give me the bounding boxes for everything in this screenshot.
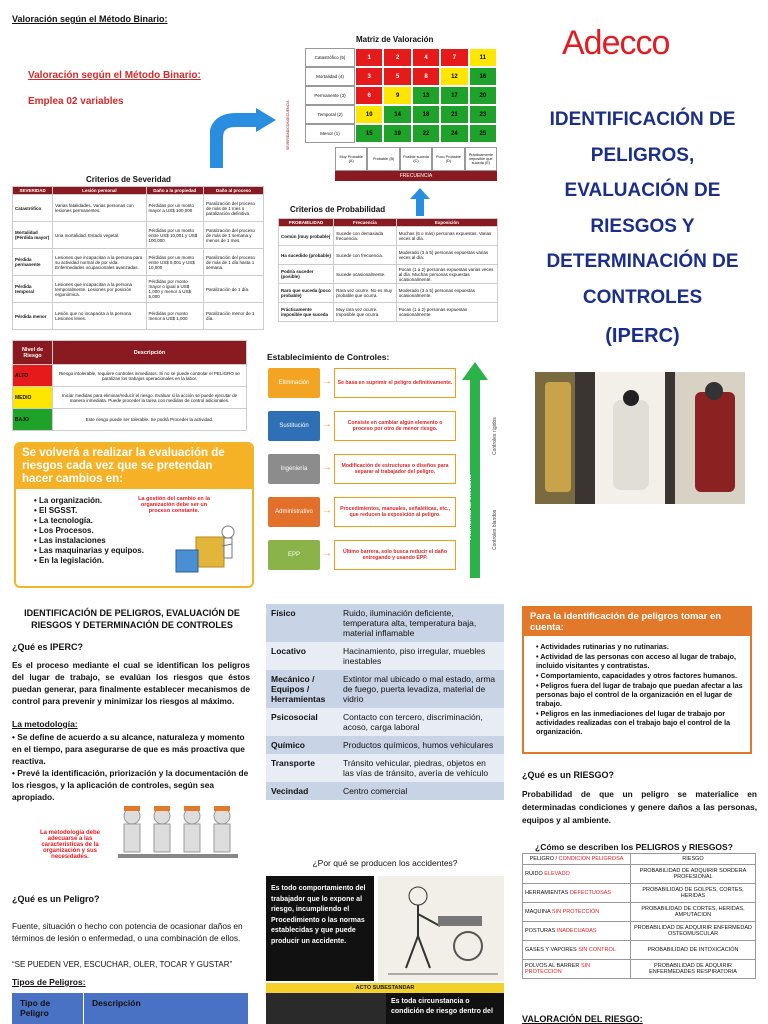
pr-peligro-name: RUIDO [525, 871, 545, 877]
nivel-riesgo-table [12, 340, 247, 431]
tipos-row [266, 754, 504, 782]
pr-row [523, 884, 756, 903]
pr-peligro [523, 960, 631, 979]
control-arrow: → [322, 376, 332, 387]
tipo-desc: Productos químicos, humos vehiculares [338, 736, 504, 754]
table-cell: Paralización menor de 1 día. [204, 303, 264, 330]
table-cell: Pérdidas por monto menor a US$ 1,000 [146, 303, 204, 330]
matrix-title: Matriz de Valoración [356, 35, 434, 44]
pr-peligro-name: MAQUINA [525, 909, 552, 915]
team-figures-icon [112, 802, 247, 874]
reeval-panel [14, 442, 254, 588]
matrix-cell: 16 [469, 67, 497, 86]
met-note: La metodología debe adecuarse a las características de la organización y sus necesidades. [39, 830, 100, 860]
table-cell: Paralización de 1 día. [204, 276, 264, 303]
control-label: EPP [268, 540, 320, 570]
table-cell: Mortalidad (Pérdida mayor) [13, 222, 53, 249]
table-cell: Raro que suceda (poco probable) [279, 284, 334, 303]
freq-label: Probable (B) [367, 147, 399, 171]
table-cell: Muy rara vez ocurre. Imposible que ocurra. [334, 303, 397, 322]
acto-label: ACTO SUBESTANDAR [266, 983, 504, 993]
tipos-header [12, 993, 248, 1024]
nivel-header: Nivel de Riesgo [13, 341, 53, 365]
table-cell: Paralización del proceso de más de 1 día hasta 1 semana. [204, 249, 264, 276]
reeval-item: • Las maquinarias y equipos. [34, 546, 144, 555]
main-title-line: PELIGROS, [590, 144, 695, 166]
nivel-row [13, 387, 247, 409]
nivel-desc: Este riesgo puede ser tolerable. Se podrá Proceder la actividad. [53, 409, 247, 431]
table-cell: Pérdidas por monto mayor o igual a US$ 1,000 y menor a US$ 5,000 [146, 276, 204, 303]
table-cell: Pérdidas por un monto entre US$ 10,001 y US$ 100,000 [146, 222, 204, 249]
matrix-row [305, 124, 497, 143]
matrix-cell: 10 [355, 105, 383, 124]
table-cell: Pérdida temporal [13, 276, 53, 303]
nivel-level: ALTO [13, 365, 53, 387]
matrix-cell: 24 [440, 124, 468, 143]
matrix-row [305, 86, 497, 105]
reeval-item: • Los Procesos. [34, 526, 94, 535]
severidad-table [12, 186, 264, 330]
up-arrow-icon [410, 188, 430, 216]
tipos-row [266, 782, 504, 800]
freq-label: Poco Probable (D) [432, 147, 464, 171]
table-cell: Pocas (1 a 2) personas expuestas ocasionalmente. [396, 303, 497, 322]
table-row [13, 195, 264, 222]
acto-text-box [266, 876, 374, 981]
pr-riesgo: PROBABILIDAD DE GOLPES, CORTES, HERIDAS [631, 884, 756, 903]
adecco-logo: Adecco [562, 24, 670, 62]
pr-riesgo: PROBABILIDAD DE INTOXICACIÓN [631, 941, 756, 960]
table-cell: Sucede con demasiada frecuencia. [334, 227, 397, 246]
control-arrow: → [322, 462, 332, 473]
cond-dark [266, 993, 386, 1024]
rigid-label: Controles rígidos [492, 417, 498, 455]
freq-title: FRECUENCIA [335, 171, 497, 181]
tipo-name: Locativo [266, 642, 338, 670]
met-list [12, 731, 250, 803]
tipo-name: Mecánico / Equipos / Herramientas [266, 670, 338, 708]
acto-text: Es todo comportamiento del trabajador que lo expone al riesgo, incumpliendo el Procedimiento o las normas establecidas y que puede producir un accidente. [271, 885, 366, 945]
nivel-desc: Riesgo intolerable, requiere controles inmediatos. Si no se puede controlar el PELIGRO se paralizan los trabajos operacionales en la labor. [53, 365, 247, 387]
control-arrow: → [322, 548, 332, 559]
pr-row [523, 941, 756, 960]
identificacion-item: • Peligros fuera del lugar de trabajo que puedan afectar a las personas bajo el control de la organización en el lugar de trabajo. [536, 681, 743, 708]
table-cell: Lesión que no incapacita a la persona. Lesiones leves. [53, 303, 146, 330]
main-title-line: RIESGOS Y [590, 215, 695, 237]
matrix-cell: 12 [440, 67, 468, 86]
pr-riesgo: PROBABILIDAD DE ADQUIRIR SORDERA PROFESIONAL [631, 865, 756, 884]
control-arrow: → [322, 505, 332, 516]
matrix-row-label: Permanente (3) [305, 86, 355, 105]
pr-peligro [523, 941, 631, 960]
curve-arrow-icon [210, 108, 278, 170]
table-row [279, 284, 498, 303]
matrix-cell: 20 [469, 86, 497, 105]
pr-header-peligro-text: PELIGRO / [529, 856, 559, 862]
table-cell: Moderado (3 a 5) personas expuestas ocasionalmente. [396, 284, 497, 303]
probabilidad-table [278, 218, 498, 322]
table-cell: Lesiones que incapacitan a la persona para su actividad normal de por vida. Enfermedades ocupacionales avanzadas. [53, 249, 146, 276]
tipo-name: Físico [266, 604, 338, 642]
tipo-name: Transporte [266, 754, 338, 782]
tipo-desc: Contacto con tercero, discriminación, acoso, carga laboral [338, 708, 504, 736]
riesgo-q: ¿Qué es un RIESGO? [522, 770, 615, 780]
controles-list [268, 368, 458, 578]
tipos-title: Tipos de Peligros: [12, 977, 86, 987]
table-cell: Rara vez ocurre. No es muy probable que ocurra. [334, 284, 397, 303]
met-item: • Se define de acuerdo a su alcance, naturaleza y momento en el tiempo, para asegurarse de que es más proactiva que reactiva. [12, 732, 245, 766]
tipos-row [266, 604, 504, 642]
table-cell: Común (muy probable) [279, 227, 334, 246]
acto-panel [266, 876, 504, 1024]
identificacion-item: • Actividades rutinarias y no rutinarias. [536, 642, 669, 651]
pr-peligro [523, 884, 631, 903]
table-cell: Paralización del proceso de más de 1 semana y menos de 1 mes. [204, 222, 264, 249]
matrix-row-label: Mortalidad (4) [305, 67, 355, 86]
pr-peligro-cond: SIN PROTECCIÓN [551, 909, 600, 915]
riesgo-q2: ¿Cómo se describen los PELIGROS y RIESGOS? [535, 842, 733, 852]
table-cell: Pocas (1 a 2) personas expuestas varias veces al día. Muchas personas expuestas ocasionalmente. [396, 265, 497, 284]
pr-riesgo: PROBABILIDAD DE ADQUIRIR ENFERMEDAD OSTEOMUSCULAR [631, 922, 756, 941]
pr-row [523, 903, 756, 922]
efficacy-label: Aumenta la eficacia [466, 474, 473, 540]
valoracion-riesgo: VALORACIÓN DEL RIESGO: [522, 1014, 643, 1024]
nivel-row [13, 365, 247, 387]
control-desc: Último barrera, solo busca reducir el daño entregando y usando EPP. [334, 540, 456, 570]
iperc-section-heading: IDENTIFICACIÓN DE PELIGROS, EVALUACIÓN DE RIESGOS Y DETERMINACIÓN DE CONTROLES [24, 608, 240, 630]
table-header: Exposición [396, 219, 497, 227]
identificacion-item: • Actividad de las personas con acceso al lugar de trabajo, incluido visitantes y contratistas. [536, 652, 736, 670]
reeval-item: • La organización. [34, 496, 103, 505]
tipo-desc: Extintor mal ubicado o mal estado, arma de fuego, puerta levadiza, material de vidrio [338, 670, 504, 708]
pr-peligro-cond: SIN PROTECCION [525, 963, 591, 975]
pr-riesgo: PROBABILIDAD DE ADQUIRIR ENFERMEDADES RESPIRATORIA [631, 960, 756, 979]
accidentes-title: ¿Por qué se producen los accidentes? [312, 858, 458, 868]
table-header: Daño a la propiedad [146, 187, 204, 195]
freq-label: Prácticamente imposible que suceda (E) [465, 147, 497, 171]
tipos-row [266, 642, 504, 670]
table-cell: Prácticamente imposible que suceda [279, 303, 334, 322]
freq-label: Posible suceda (C) [400, 147, 432, 171]
identificacion-heading: Para la identificación de peligros tomar en cuenta: [524, 608, 750, 636]
table-cell: Catastrófico [13, 195, 53, 222]
matrix-cell: 9 [383, 86, 411, 105]
riesgo-def: Probabilidad de que un peligro se materialice en determinadas condiciones y genere daños a las personas, equipos y al ambiente. [522, 789, 757, 825]
nivel-desc: Iniciar medidas para eliminar/reducir el riesgo. Evaluar si la acción se puede ejecutar de manera inmediata. Puede proceder la tarea con medidas de control adicionales. [53, 387, 247, 409]
table-row [279, 265, 498, 284]
table-cell: Pérdida menor [13, 303, 53, 330]
pr-row [523, 960, 756, 979]
matrix-cell: 5 [383, 67, 411, 86]
pr-peligro-name: GASES Y VAPORES [525, 947, 579, 953]
matrix-cell: 23 [469, 105, 497, 124]
matrix-cell: 2 [383, 48, 411, 67]
matrix-cell: 11 [469, 48, 497, 67]
freq-label: Muy Probable (A) [335, 147, 367, 171]
table-header: Frecuencia [334, 219, 397, 227]
controles-title: Establecimiento de Controles: [267, 352, 390, 362]
table-header: Lesión personal [53, 187, 146, 195]
table-cell: Varias fatalidades. Varias personas con lesiones permanentes. [53, 195, 146, 222]
matrix-cell: 4 [412, 48, 440, 67]
pr-peligro-name: POLVOS AL BARRER [525, 963, 581, 969]
table-cell: Pérdidas por un monto entre US$ 5,001 y US$ 10,000 [146, 249, 204, 276]
peligro-def: Fuente, situación o hecho con potencia de ocasionar daños en términos de lesión o enfermedad, o una combinación de ellos. [12, 921, 243, 943]
reeval-note: La gestión del cambio en la organización debe ser un proceso constante. [138, 496, 210, 514]
tipo-desc: Centro comercial [338, 782, 504, 800]
table-row [279, 227, 498, 246]
main-title [520, 102, 765, 315]
reeval-item: • El SGSST. [34, 506, 78, 515]
pr-peligro [523, 903, 631, 922]
valoracion-subtitle: Valoración según el Método Binario: [28, 70, 201, 81]
tipos-row [266, 708, 504, 736]
pr-peligro [523, 865, 631, 884]
nivel-level: MEDIO [13, 387, 53, 409]
tipo-desc: Hacinamiento, piso irregular, muebles inestables [338, 642, 504, 670]
table-cell: Pérdida permanente [13, 249, 53, 276]
main-title-line: EVALUACIÓN DE [564, 180, 721, 201]
control-label: Eliminación [268, 368, 320, 398]
main-title-line: DETERMINACIÓN DE [546, 251, 739, 272]
identificacion-item: • Peligros en las inmediaciones del lugar de trabajo por actividades realizadas con el trabajo bajo el control de la organización. [536, 709, 731, 736]
pr-riesgo: PROBABILIDAD DE CORTES, HERIDAS, AMPUTACION [631, 903, 756, 922]
matrix-row-label: Catastrófico (5) [305, 48, 355, 67]
nivel-level: BAJO [13, 409, 53, 431]
tipos-row [266, 670, 504, 708]
puzzle-figure-icon [166, 522, 246, 582]
pr-peligro-cond: SIN CONTROL [578, 947, 616, 953]
table-cell: Pérdidas por un monto mayor a US$ 100,000 [146, 195, 204, 222]
table-header: PROBABILIDAD [279, 219, 334, 227]
iperc-p1: Es el proceso mediante el cual se identifican los peligros del lugar de trabajo, se evalúan los riesgos que éstos puedan generar, para finalmente establecer mecanismos de control para prevenir y minimizar los riesgos al máximo. [12, 660, 250, 706]
table-row [279, 303, 498, 322]
table-cell: Muchas (6 o más) personas expuestas. Varias veces al día. [396, 227, 497, 246]
top-title: Valoración según el Método Binario: [12, 14, 168, 24]
table-cell: Una mortalidad. Estado vegetal. [53, 222, 146, 249]
pr-peligro-cond: INADECUADAS [556, 928, 597, 934]
iperc-q1: ¿Qué es IPERC? [12, 642, 84, 652]
pr-peligro-cond: DEFECTUOSAS [569, 890, 612, 896]
table-cell: Ha sucedido (probable) [279, 246, 334, 265]
control-desc: Se basa en suprimir el peligro definitivamente. [334, 368, 456, 398]
emplea-label: Emplea 02 variables [28, 96, 124, 107]
control-arrow: → [322, 419, 332, 430]
pr-row [523, 922, 756, 941]
pr-row [523, 865, 756, 884]
matrix-cell: 21 [440, 105, 468, 124]
iperc-title: (IPERC) [605, 325, 680, 347]
table-cell: Sucede ocasionalmente. [334, 265, 397, 284]
peligro-q: ¿Qué es un Peligro? [12, 894, 100, 904]
tipo-name: Vecindad [266, 782, 338, 800]
matrix-cell: 25 [469, 124, 497, 143]
main-title-line: IDENTIFICACIÓN DE [549, 109, 736, 130]
probabilidad-title: Criterios de Probabilidad [290, 205, 386, 214]
reeval-item: • La tecnología. [34, 516, 93, 525]
matrix-cell: 17 [440, 86, 468, 105]
control-label: Sustitución [268, 411, 320, 441]
matrix-cell: 18 [412, 105, 440, 124]
tipos-header-desc: Descripción [92, 998, 141, 1008]
reeval-list [34, 496, 144, 566]
valoration-matrix [305, 48, 497, 143]
matrix-cell: 8 [412, 67, 440, 86]
tipo-name: Químico [266, 736, 338, 754]
matrix-side-label: SEVERIDAD/CONSECUENCIA [286, 100, 290, 150]
nivel-header: Descripción [53, 341, 247, 365]
table-row [279, 246, 498, 265]
matrix-cell: 22 [412, 124, 440, 143]
nivel-row [13, 409, 247, 431]
matrix-cell: 6 [355, 86, 383, 105]
control-desc: Procedimientos, manuales, señaléticas, etc., que reducen la exposición al peligro. [334, 497, 456, 527]
table-header: Daño al proceso [204, 187, 264, 195]
table-cell: Podría suceder (posible) [279, 265, 334, 284]
matrix-cell: 14 [383, 105, 411, 124]
peligro-quote: “SE PUEDEN VER, ESCUCHAR, OLER, TOCAR Y GUSTAR” [12, 960, 233, 969]
pr-peligro-name: POSTURAS [525, 928, 557, 934]
workers-photo [535, 372, 745, 504]
identificacion-item: • Comportamiento, capacidades y otros factores humanos. [536, 671, 738, 680]
matrix-cell: 1 [355, 48, 383, 67]
reeval-item: • En la legislación. [34, 556, 104, 565]
pr-header-riesgo: RIESGO [631, 854, 756, 865]
matrix-cell: 3 [355, 67, 383, 86]
main-title-line: CONTROLES [582, 286, 703, 308]
pr-header-cond-text: CONDICION PELIGROSA [558, 856, 624, 862]
table-row [13, 276, 264, 303]
table-row [13, 303, 264, 330]
control-label: Ingeniería [268, 454, 320, 484]
pr-peligro [523, 922, 631, 941]
met-item: • Prevé la identificación, priorización y la documentación de los riesgos, y la aplicación de controles, según sea apropiado. [12, 768, 249, 802]
matrix-cell: 13 [412, 86, 440, 105]
pr-peligro-cond: ELEVADO [544, 871, 570, 877]
matrix-cell: 15 [355, 124, 383, 143]
reeval-item: • Las instalaciones [34, 536, 106, 545]
tipos-row [266, 736, 504, 754]
pr-peligro-name: HERRAMIENTAS [525, 890, 570, 896]
matrix-row [305, 67, 497, 86]
matrix-cell: 7 [440, 48, 468, 67]
severidad-title: Criterios de Severidad [86, 175, 171, 184]
tipo-desc: Ruido, iluminación deficiente, temperatura alta, temperatura baja, material inflamable [338, 604, 504, 642]
tipos-header-tipo: Tipo de Peligro [12, 993, 84, 1024]
tipo-name: Psicosocial [266, 708, 338, 736]
reeval-heading: Se volverá a realizar la evaluación de riesgos cada vez que se pretendan hacer cambios en: [16, 444, 252, 489]
table-row [13, 249, 264, 276]
matrix-row [305, 105, 497, 124]
matrix-cell: 19 [383, 124, 411, 143]
soft-label: Controles blandos [492, 509, 498, 550]
table-cell: Lesiones que incapacitan a la persona temporalmente. Lesiones por posición ergonómica. [53, 276, 146, 303]
table-cell: Sucede con frecuencia. [334, 246, 397, 265]
control-desc: Modificación de estructuras o diseños para separar al trabajador del peligro. [334, 454, 456, 484]
table-row [13, 222, 264, 249]
cond-text-box [386, 993, 504, 1024]
tipos-peligro-table [266, 604, 504, 800]
matrix-row-label: Temporal (2) [305, 105, 355, 124]
identificacion-list [524, 636, 750, 736]
table-cell: Paralización del proceso de más de 1 mes o paralización definitiva. [204, 195, 264, 222]
table-header: SEVERIDAD [13, 187, 53, 195]
control-desc: Consiste en cambiar algún elemento o proceso por otro de menor riesgo. [334, 411, 456, 441]
pr-header-peligro [523, 854, 631, 865]
cond-text: Es toda circunstancia o condición de riesgo dentro del [391, 998, 493, 1015]
matrix-row-label: Menor (1) [305, 124, 355, 143]
matrix-freq-row [335, 147, 497, 171]
table-cell: Moderado (3 a 5) personas expuestas varias veces al día. [396, 246, 497, 265]
control-label: Administrativo [268, 497, 320, 527]
peligro-riesgo-table [522, 853, 756, 979]
worker-sketch-icon [378, 876, 504, 981]
met-title: La metodología: [12, 719, 78, 729]
tipo-desc: Tránsito vehicular, piedras, objetos en las vías de tránsito, avería de vehículo [338, 754, 504, 782]
matrix-row [305, 48, 497, 67]
identificacion-panel [522, 606, 752, 754]
